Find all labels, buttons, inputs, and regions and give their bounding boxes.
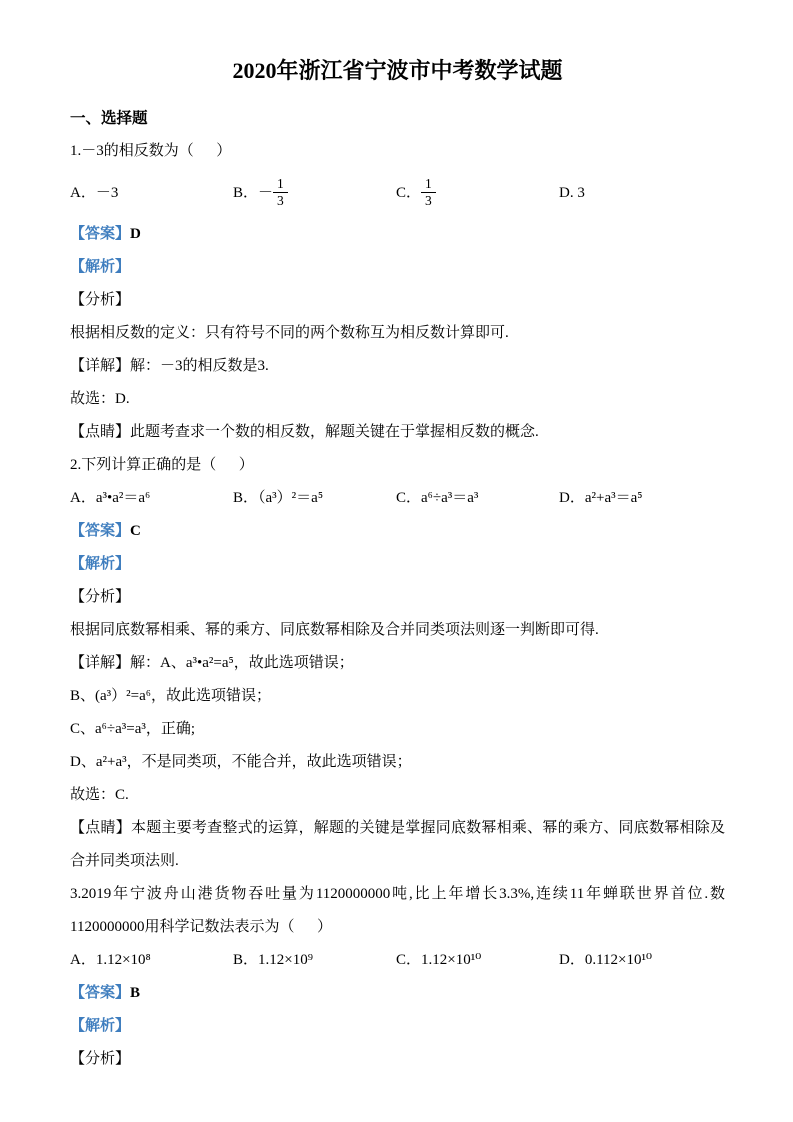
q1-answer-line xyxy=(70,218,725,251)
q1-option-c xyxy=(396,177,559,210)
q1-option-b xyxy=(233,177,396,210)
jiexi-tag: 【解析】 xyxy=(70,259,131,275)
q2-answer-line xyxy=(70,515,725,548)
fraction-numerator: 1 xyxy=(277,176,284,192)
q1-note: 【点睛】此题考查求一个数的相反数，解题关键在于掌握相反数的概念. xyxy=(70,424,539,440)
q3-option-a-label: A．1.12×10⁸ xyxy=(70,952,151,968)
q1-option-a-label: A．－3 xyxy=(70,184,119,201)
section-heading: 一、选择题 xyxy=(70,110,148,127)
answer-tag: 【答案】 xyxy=(70,226,131,242)
q2-option-d xyxy=(559,482,725,515)
q3-option-c-label: C．1.12×10¹⁰ xyxy=(396,952,482,968)
q2-conclusion: 故选：C. xyxy=(70,787,129,803)
q3-option-d-label: D．0.112×10¹⁰ xyxy=(559,952,652,968)
q2-option-c-label: C．a⁶÷a³＝a³ xyxy=(396,490,479,506)
q1-analysis-text: 根据相反数的定义：只有符号不同的两个数称互为相反数计算即可. xyxy=(70,325,509,341)
q1-analysis-tag: 【分析】 xyxy=(70,292,131,308)
q2-option-b xyxy=(233,482,396,515)
fraction-numerator: 1 xyxy=(425,176,432,192)
q1-answer-letter: D xyxy=(130,226,141,242)
jiexi-tag: 【解析】 xyxy=(70,1018,131,1034)
q1-conclusion: 故选：D. xyxy=(70,391,130,407)
q2-option-d-label: D．a²+a³＝a⁵ xyxy=(559,490,643,506)
jiexi-tag: 【解析】 xyxy=(70,556,131,572)
q3-option-c xyxy=(396,944,559,977)
q1-option-a xyxy=(70,177,233,210)
q3-option-b xyxy=(233,944,396,977)
q1-option-d xyxy=(559,177,725,210)
q3-option-b-label: B．1.12×10⁹ xyxy=(233,952,313,968)
q3-answer-letter: B xyxy=(130,985,141,1001)
fraction-one-third xyxy=(273,176,288,208)
q2-option-a xyxy=(70,482,233,515)
q1-option-c-prefix: C． xyxy=(396,184,422,201)
q1-option-b-prefix: B．－ xyxy=(233,184,274,201)
q3-option-d xyxy=(559,944,725,977)
q2-analysis-tag: 【分析】 xyxy=(70,589,131,605)
q3-analysis-tag: 【分析】 xyxy=(70,1051,131,1067)
q1-detail-text: 【详解】解：－3的相反数是3. xyxy=(70,358,269,374)
q3-options-row xyxy=(70,944,725,977)
fraction-denominator: 3 xyxy=(421,192,436,209)
q2-option-b-label: B．（a³）²＝a⁵ xyxy=(233,490,324,506)
q3-answer-line xyxy=(70,977,725,1010)
fraction-one-third xyxy=(421,176,436,208)
q1-option-d-label: D. 3 xyxy=(559,184,585,201)
fraction-denominator: 3 xyxy=(273,192,288,209)
q2-analysis-text: 根据同底数幂相乘、幂的乘方、同底数幂相除及合并同类项法则逐一判断即可得. xyxy=(70,622,599,638)
q2-detail-a: 【详解】解：A、a³•a²=a⁵，故此选项错误； xyxy=(70,655,354,671)
q2-answer-letter: C xyxy=(130,523,141,539)
q2-stem: 2.下列计算正确的是（ ） xyxy=(70,457,254,473)
q3-option-a xyxy=(70,944,233,977)
q1-jiexi-line xyxy=(70,251,725,284)
q2-options-row xyxy=(70,482,725,515)
q3-jiexi-line xyxy=(70,1010,725,1043)
answer-tag: 【答案】 xyxy=(70,523,131,539)
q2-detail-b: B、(a³）²=a⁶，故此选项错误； xyxy=(70,688,271,704)
q1-stem: 1.－3的相反数为（ ） xyxy=(70,143,232,159)
q2-jiexi-line xyxy=(70,548,725,581)
q3-stem: 3.2019年宁波舟山港货物吞吐量为1120000000吨,比上年增长3.3%,连续11年蝉联世界首位.数1120000000用科学记数法表示为（ ） xyxy=(70,886,725,935)
q2-option-a-label: A．a³•a²＝a⁶ xyxy=(70,490,151,506)
doc-title: 2020年浙江省宁波市中考数学试题 xyxy=(232,58,563,83)
q2-detail-c: C、a⁶÷a³=a³，正确; xyxy=(70,721,196,737)
answer-tag: 【答案】 xyxy=(70,985,131,1001)
q2-option-c xyxy=(396,482,559,515)
q1-options-row xyxy=(70,168,725,218)
q2-note: 【点睛】本题主要考查整式的运算，解题的关键是掌握同底数幂相乘、幂的乘方、同底数幂相除及合并同类项法则. xyxy=(70,820,725,869)
q2-detail-d: D、a²+a³，不是同类项，不能合并，故此选项错误； xyxy=(70,754,412,770)
